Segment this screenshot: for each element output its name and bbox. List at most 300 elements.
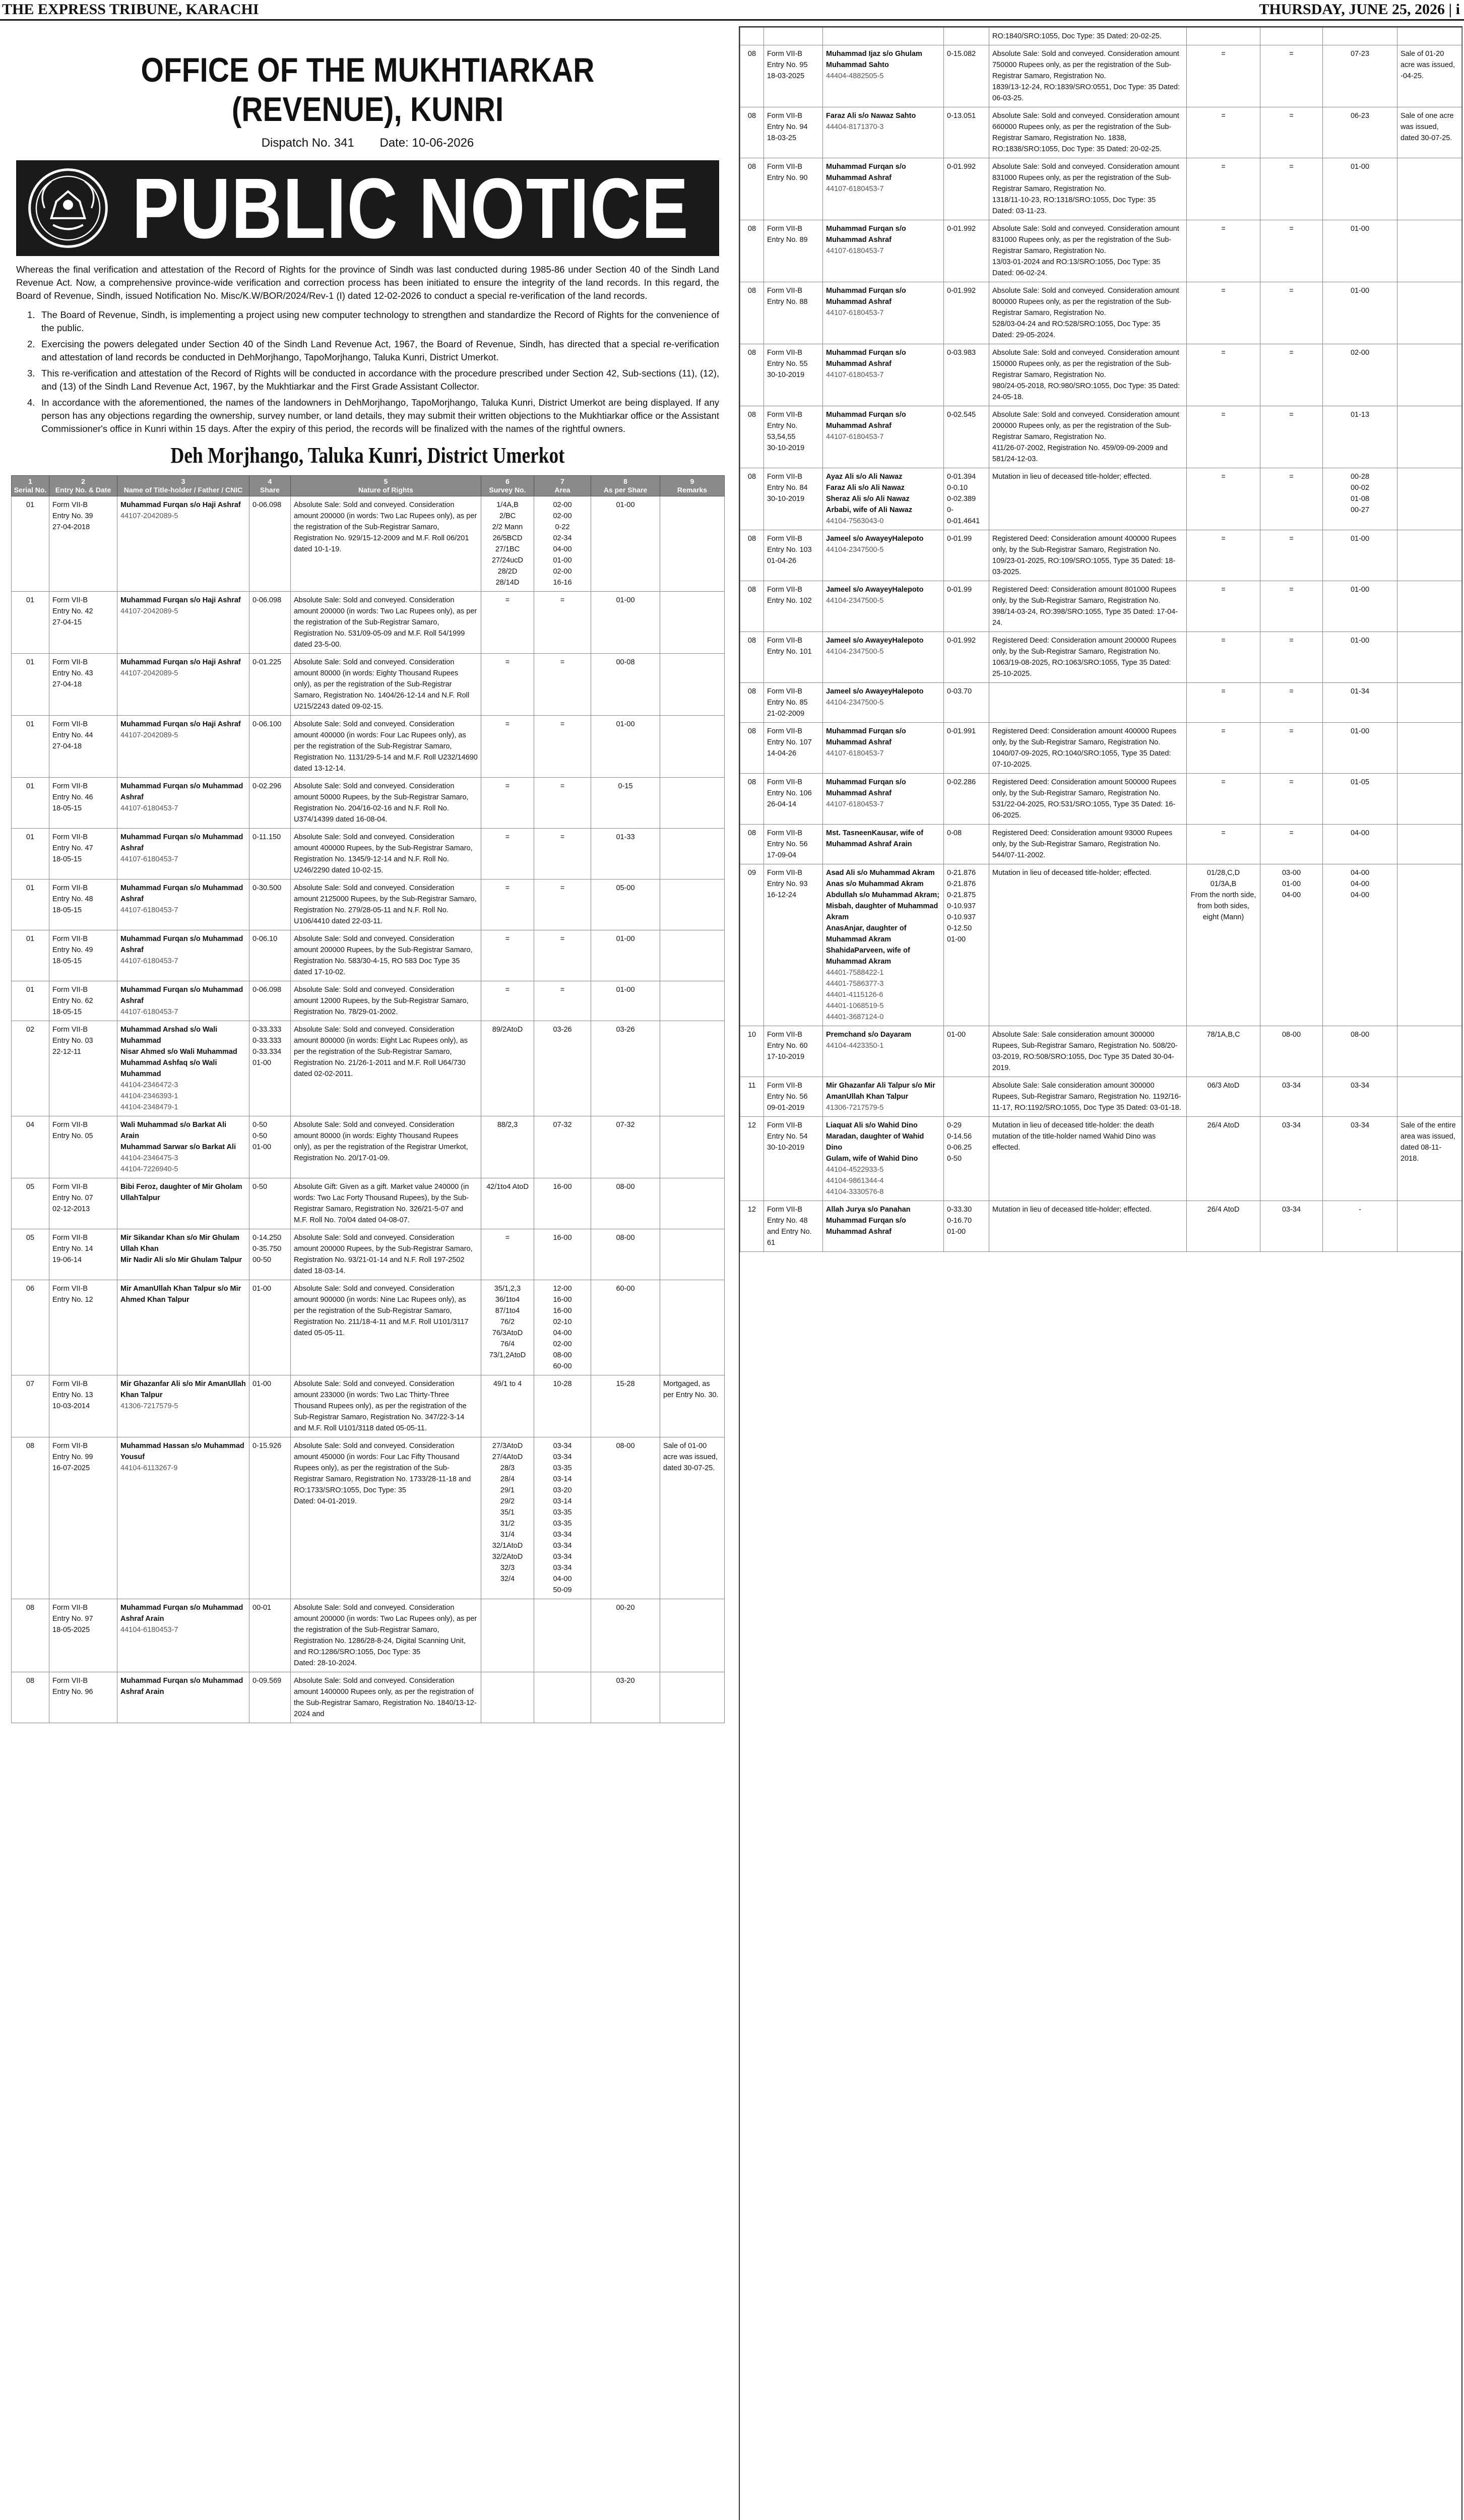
column-number: 3 xyxy=(181,477,185,485)
as-per-share-cell: 0-15 xyxy=(591,778,660,829)
holder-cnic: 44104-6180453-7 xyxy=(120,1626,178,1634)
survey-cell: = xyxy=(1187,220,1260,282)
rights-cell: Mutation in lieu of deceased title-holder; effected. xyxy=(989,468,1187,530)
as-per-share-cell: 08-00 xyxy=(1323,1026,1397,1077)
title-holder-cell xyxy=(117,778,249,829)
rights-cell: Mutation in lieu of deceased title-holder: the death mutation of the title-holder named Wahid Dino was effected. xyxy=(989,1117,1187,1201)
as-per-share-cell: 00-28 00-02 01-08 00-27 xyxy=(1323,468,1397,530)
entry-cell: Form VII-B Entry No. 97 18-05-2025 xyxy=(49,1599,117,1672)
survey-cell: = xyxy=(1187,158,1260,220)
area-cell: 02-00 02-00 0-22 02-34 04-00 01-00 02-00 16-16 xyxy=(534,496,591,592)
table-row xyxy=(740,344,1462,406)
serial-no-cell: 08 xyxy=(740,683,764,723)
title-holder-cell xyxy=(823,774,944,825)
serial-no-cell: 12 xyxy=(740,1201,764,1252)
notice-points xyxy=(16,308,719,435)
notice-point xyxy=(16,367,719,393)
remarks-cell xyxy=(1397,683,1462,723)
serial-no-cell: 05 xyxy=(12,1229,49,1280)
entry-cell: Form VII-B Entry No. 60 17-10-2019 xyxy=(764,1026,823,1077)
rights-cell xyxy=(989,683,1187,723)
column-label: Name of Title-holder / Father / CNIC xyxy=(123,486,243,494)
table-row xyxy=(12,654,725,716)
survey-cell: 42/1to4 AtoD xyxy=(481,1178,534,1229)
holder-name: Mir Sikandar Khan s/o Mir Ghulam Ullah Khan Mir Nadir Ali s/o Mir Ghulam Talpur xyxy=(120,1234,242,1264)
holder-name: Muhammad Furqan s/o Muhammad Ashraf xyxy=(120,935,243,954)
holder-name: Muhammad Furqan s/o Muhammad Ashraf xyxy=(120,782,243,801)
survey-cell: = xyxy=(1187,683,1260,723)
remarks-cell xyxy=(660,778,725,829)
remarks-cell xyxy=(1397,632,1462,683)
remarks-cell: Sale of 01-20 acre was issued, -04-25. xyxy=(1397,45,1462,107)
point-text: Exercising the powers delegated under Section 40 of the Sindh Land Revenue Act, 1967, the Board of Revenue, Sindh, has directed that a special re-verification and attestation of land records be conducted in DehMorjhango, TapoMorjhango, Taluka Kunri, District Umerkot. xyxy=(41,339,719,362)
share-cell: 0-50 xyxy=(249,1178,291,1229)
area-cell: = xyxy=(534,778,591,829)
title-holder-cell xyxy=(117,716,249,778)
serial-no-cell: 01 xyxy=(12,496,49,592)
survey-cell: = xyxy=(1187,774,1260,825)
remarks-cell xyxy=(660,930,725,981)
holder-name: Jameel s/o AwayeyHalepoto xyxy=(826,637,924,645)
as-per-share-cell: 02-00 xyxy=(1323,344,1397,406)
survey-cell: 89/2AtoD xyxy=(481,1021,534,1116)
holder-cnic: 44107-6180453-7 xyxy=(120,906,178,914)
entry-cell: Form VII-B Entry No. 107 14-04-26 xyxy=(764,723,823,774)
remarks-cell xyxy=(1397,1201,1462,1252)
entry-cell: Form VII-B Entry No. 53,54,55 30-10-2019 xyxy=(764,406,823,468)
survey-cell: 88/2,3 xyxy=(481,1116,534,1178)
holder-name: Muhammad Furqan s/o Haji Ashraf xyxy=(120,596,241,604)
serial-no-cell: 08 xyxy=(740,107,764,158)
entry-cell: Form VII-B Entry No. 93 16-12-24 xyxy=(764,864,823,1026)
rights-cell: Absolute Sale: Sold and conveyed. Consideration amount 80000 (in words: Eighty Thousand Rupees only), as per the registration of the Registrar Umerkot, Registration No. 20/17-01-09. xyxy=(291,1116,481,1178)
share-cell: 0-14.250 0-35.750 00-50 xyxy=(249,1229,291,1280)
table-row xyxy=(740,45,1462,107)
table-row xyxy=(12,1599,725,1672)
holder-name: Ayaz Ali s/o Ali Nawaz Faraz Ali s/o Ali Nawaz Sheraz Ali s/o Ali Nawaz Arbabi, wife of Ali Nawaz xyxy=(826,473,913,514)
notice-point xyxy=(16,396,719,435)
share-cell: 0-03.70 xyxy=(944,683,989,723)
entry-cell: Form VII-B Entry No. 54 30-10-2019 xyxy=(764,1117,823,1201)
as-per-share-cell: 01-13 xyxy=(1323,406,1397,468)
table-row xyxy=(12,496,725,592)
title-holder-cell xyxy=(117,1021,249,1116)
as-per-share-cell: 01-00 xyxy=(591,930,660,981)
title-holder-cell xyxy=(823,344,944,406)
government-emblem-icon xyxy=(25,166,111,250)
survey-cell: = xyxy=(481,829,534,879)
title-holder-cell xyxy=(117,879,249,930)
rights-cell: Absolute Sale: Sold and conveyed. Consideration amount 50000 Rupees, by the Sub-Registrar Samaro, Registration No. 204/16-02-16 and N.F. Roll No. U374/14399 dated 16-08-04. xyxy=(291,778,481,829)
holder-name: Muhammad Hassan s/o Muhammad Yousuf xyxy=(120,1442,244,1461)
share-cell: 0-02.545 xyxy=(944,406,989,468)
table-row xyxy=(740,825,1462,864)
as-per-share-cell: 00-20 xyxy=(591,1599,660,1672)
survey-cell: = xyxy=(481,716,534,778)
remarks-cell xyxy=(660,879,725,930)
remarks-cell xyxy=(1397,1077,1462,1117)
rights-cell: Absolute Sale: Sold and conveyed. Consideration amount 400000 (in words: Four Lac Rupees only), as per the registration of the Sub-Registrar Samaro, Registration No. 1131/29-5-14 and M.F. Roll U232/14690 dated 13-12-14. xyxy=(291,716,481,778)
remarks-cell xyxy=(1397,774,1462,825)
title-holder-cell xyxy=(823,468,944,530)
rights-cell: Absolute Sale: Sold and conveyed. Consideration amount 200000 Rupees only, as per the registration of the Sub-Registrar Samaro, Registration No. 411/26-07-2002, Registration No. 459/09-09-2009 and 581/24-12-03. xyxy=(989,406,1187,468)
survey-cell: = xyxy=(1187,406,1260,468)
share-cell: 0-06.098 xyxy=(249,496,291,592)
survey-cell: = xyxy=(1187,723,1260,774)
entry-cell: Form VII-B Entry No. 14 19-06-14 xyxy=(49,1229,117,1280)
table-row xyxy=(12,716,725,778)
remarks-cell xyxy=(1397,406,1462,468)
notice-left-column xyxy=(11,26,724,2520)
share-cell: 0-01.991 xyxy=(944,723,989,774)
column-number: 1 xyxy=(28,477,32,485)
entry-cell: Form VII-B Entry No. 85 21-02-2009 xyxy=(764,683,823,723)
holder-cnic: 44107-2042089-5 xyxy=(120,607,178,615)
holder-cnic: 44107-6180453-7 xyxy=(826,185,884,193)
holder-name: Muhammad Furqan s/o Muhammad Ashraf xyxy=(120,986,243,1005)
share-cell: 0-03.983 xyxy=(944,344,989,406)
point-text: The Board of Revenue, Sindh, is implementing a project using new computer technology to strengthen and standardize the Record of Rights for the convenience of the public. xyxy=(41,309,719,333)
share-cell: 0-01.225 xyxy=(249,654,291,716)
table-row xyxy=(12,1229,725,1280)
holder-cnic: 44401-7588422-1 44401-7586377-3 44401-4115126-6 44401-1068519-5 44401-3687124-0 xyxy=(826,969,884,1021)
area-cell: = xyxy=(1260,825,1323,864)
table-row xyxy=(740,1117,1462,1201)
holder-cnic: 44104-7563043-0 xyxy=(826,517,884,525)
holder-name: Asad Ali s/o Muhammad Akram Anas s/o Muhammad Akram Abdullah s/o Muhammad Akram; Misbah, daughter of Muhammad Akram AnasAnjar, daughter of Muhammad Akram ShahidaParveen, wife of Muhammad Akram xyxy=(826,869,940,966)
area-cell: 03-00 01-00 04-00 xyxy=(1260,864,1323,1026)
holder-name: Premchand s/o Dayaram xyxy=(826,1031,912,1039)
column-number: 7 xyxy=(560,477,564,485)
area-cell: = xyxy=(1260,774,1323,825)
area-cell: = xyxy=(1260,632,1323,683)
serial-no-cell: 01 xyxy=(12,716,49,778)
survey-cell: = xyxy=(481,592,534,654)
table-row xyxy=(12,1021,725,1116)
notice-point xyxy=(16,308,719,335)
rights-cell: Absolute Sale: Sale consideration amount 300000 Rupees, Sub-Registrar Samaro, Registration No. 1192/16-11-17, RO:1192/SRO:1055, Doc Type 35 Dated: 03-01-18. xyxy=(989,1077,1187,1117)
title-holder-cell xyxy=(823,282,944,344)
holder-name: Bibi Feroz, daughter of Mir Gholam UllahTalpur xyxy=(120,1183,242,1202)
title-holder-cell xyxy=(823,864,944,1026)
as-per-share-cell: 01-00 xyxy=(1323,723,1397,774)
remarks-cell xyxy=(660,981,725,1021)
remarks-cell: Sale of the entire area was issued, dated 08-11-2018. xyxy=(1397,1117,1462,1201)
remarks-cell xyxy=(660,716,725,778)
rights-cell: Absolute Sale: Sold and conveyed. Consideration amount 800000 (in words: Eight Lac Rupees only), as per the registration of the Sub-Registrar Samaro, Registration No. 21/26-1-2011 and M.F. Roll U64/730 dated 02-02-2011. xyxy=(291,1021,481,1116)
entry-cell: Form VII-B Entry No. 94 18-03-25 xyxy=(764,107,823,158)
serial-no-cell: 08 xyxy=(740,45,764,107)
title-holder-cell xyxy=(117,1437,249,1599)
as-per-share-cell: 01-33 xyxy=(591,829,660,879)
table-row xyxy=(740,581,1462,632)
column-label: Nature of Rights xyxy=(358,486,413,494)
remarks-cell xyxy=(1397,220,1462,282)
area-cell: = xyxy=(534,981,591,1021)
survey-cell: = xyxy=(481,879,534,930)
title-holder-cell xyxy=(823,683,944,723)
column-number: 6 xyxy=(505,477,510,485)
serial-no-cell: 04 xyxy=(12,1116,49,1178)
title-holder-cell xyxy=(117,1375,249,1437)
holder-cnic: 44107-6180453-7 xyxy=(826,433,884,441)
column-header xyxy=(481,476,534,496)
entry-cell: Form VII-B Entry No. 106 26-04-14 xyxy=(764,774,823,825)
table-row xyxy=(12,829,725,879)
serial-no-cell: 08 xyxy=(740,723,764,774)
entry-cell: Form VII-B Entry No. 39 27-04-2018 xyxy=(49,496,117,592)
entry-cell: Form VII-B Entry No. 43 27-04-18 xyxy=(49,654,117,716)
column-header xyxy=(249,476,291,496)
column-number: 8 xyxy=(623,477,627,485)
remarks-cell xyxy=(660,1178,725,1229)
rights-cell: Absolute Sale: Sold and conveyed. Consideration amount 12000 Rupees, by the Sub-Registrar Samaro, Registration No. 78/29-01-2002. xyxy=(291,981,481,1021)
holder-cnic: 44107-2042089-5 xyxy=(120,512,178,520)
share-cell: 0-08 xyxy=(944,825,989,864)
remarks-cell: Sale of one acre was issued, dated 30-07-25. xyxy=(1397,107,1462,158)
title-holder-cell xyxy=(823,158,944,220)
column-label: As per Share xyxy=(603,486,648,494)
area-cell: = xyxy=(1260,158,1323,220)
entry-cell: Form VII-B Entry No. 56 09-01-2019 xyxy=(764,1077,823,1117)
table-row xyxy=(740,530,1462,581)
title-holder-cell xyxy=(117,930,249,981)
holder-cnic: 44104-4522933-5 44104-9861344-4 44104-3330576-8 xyxy=(826,1166,884,1196)
survey-cell: 27/3AtoD 27/4AtoD 28/3 28/4 29/1 29/2 35/1 31/2 31/4 32/1AtoD 32/2AtoD 32/3 32/4 xyxy=(481,1437,534,1599)
share-cell: 0-13.051 xyxy=(944,107,989,158)
survey-cell xyxy=(481,1599,534,1672)
holder-name: Muhammad Furqan s/o Muhammad Ashraf Arain xyxy=(120,1604,243,1623)
holder-name: Muhammad Furqan s/o Muhammad Ashraf xyxy=(826,225,906,244)
holder-name: Muhammad Furqan s/o Muhammad Ashraf xyxy=(826,287,906,306)
serial-no-cell: 08 xyxy=(740,774,764,825)
area-cell: = xyxy=(1260,45,1323,107)
title-holder-cell xyxy=(117,1178,249,1229)
remarks-cell xyxy=(660,1672,725,1723)
rights-cell: Registered Deed: Consideration amount 200000 Rupees only, by the Sub-Registrar Samaro, Registration No. 1063/19-08-2025, RO:1063/SRO:1055, Type 35 Dated: 25-10-2025. xyxy=(989,632,1187,683)
rights-cell: Absolute Sale: Sold and conveyed. Consideration amount 200000 (in words: Two Lac Rupees only), as per the registration of the Sub-Registrar Samaro, Registration No. 929/15-12-2009 and M.F. Roll 06/201 dated 10-1-19. xyxy=(291,496,481,592)
area-cell: = xyxy=(1260,581,1323,632)
column-number: 5 xyxy=(384,477,388,485)
table-row xyxy=(740,406,1462,468)
entry-cell: Form VII-B Entry No. 89 xyxy=(764,220,823,282)
serial-no-cell: 08 xyxy=(740,468,764,530)
rights-cell: Registered Deed: Consideration amount 400000 Rupees only, by the Sub-Registrar Samaro, Registration No. 1040/07-09-2025, RO:1040/SRO:1055, Type 35 Dated: 07-10-2025. xyxy=(989,723,1187,774)
area-cell: 03-34 xyxy=(1260,1201,1323,1252)
serial-no-cell: 08 xyxy=(740,632,764,683)
holder-name: Muhammad Furqan s/o Muhammad Ashraf xyxy=(120,884,243,903)
entry-cell: Form VII-B Entry No. 90 xyxy=(764,158,823,220)
column-label: Area xyxy=(554,486,570,494)
entry-cell: Form VII-B Entry No. 95 18-03-2025 xyxy=(764,45,823,107)
share-cell: 0-01.394 0-0.10 0-02.389 0- 0-01.4641 xyxy=(944,468,989,530)
as-per-share-cell: 07-23 xyxy=(1323,45,1397,107)
column-header xyxy=(117,476,249,496)
holder-cnic: 44104-2346475-3 44104-7226940-5 xyxy=(120,1154,178,1173)
holder-name: Mir Ghazanfar Ali Talpur s/o Mir AmanUllah Khan Talpur xyxy=(826,1082,935,1101)
survey-cell: = xyxy=(1187,468,1260,530)
serial-no-cell: 02 xyxy=(12,1021,49,1116)
as-per-share-cell: 60-00 xyxy=(591,1280,660,1375)
rights-cell: Registered Deed: Consideration amount 93000 Rupees only, by the Sub-Registrar Samaro, Registration No. 544/07-11-2002. xyxy=(989,825,1187,864)
rights-cell: Mutation in lieu of deceased title-holder; effected. xyxy=(989,1201,1187,1252)
dispatch-line xyxy=(11,136,724,150)
share-cell: 0-09.569 xyxy=(249,1672,291,1723)
share-cell: 0-15.926 xyxy=(249,1437,291,1599)
share-cell: 0-02.286 xyxy=(944,774,989,825)
survey-cell: 01/28,C,D 01/3A,B From the north side, from both sides, eight (Mann) xyxy=(1187,864,1260,1026)
serial-no-cell: 07 xyxy=(12,1375,49,1437)
as-per-share-cell: 08-00 xyxy=(591,1229,660,1280)
point-text: This re-verification and attestation of the Record of Rights will be conducted in accordance with the procedure prescribed under Section 42, Sub-sections (11), (12), and (13) of the Sindh Land Revenue Act, 1967, by the Mukhtiarkar and the First Grade Assistant Collector. xyxy=(41,368,719,392)
area-cell: = xyxy=(534,654,591,716)
title-holder-cell xyxy=(117,654,249,716)
survey-cell: = xyxy=(1187,632,1260,683)
remarks-cell xyxy=(660,592,725,654)
title-holder-cell xyxy=(823,632,944,683)
area-cell: = xyxy=(1260,723,1323,774)
serial-no-cell: 12 xyxy=(740,1117,764,1201)
serial-no-cell: 05 xyxy=(12,1178,49,1229)
holder-name: Muhammad Furqan s/o Muhammad Ashraf xyxy=(826,778,906,797)
holder-cnic: 44107-6180453-7 xyxy=(826,800,884,808)
rights-cell: Absolute Sale: Sold and conveyed. Consideration amount 233000 (in words: Two Lac Thirty-Three Thousand Rupees only), as per the registration of the Sub-Registrar Samaro, Registration No. 347/22-3-14 and M.F. Roll U101/3118 dated 05-05-11. xyxy=(291,1375,481,1437)
column-number: 9 xyxy=(690,477,694,485)
holder-name: Muhammad Ijaz s/o Ghulam Muhammad Sahto xyxy=(826,50,922,69)
area-cell: = xyxy=(1260,282,1323,344)
remarks-cell xyxy=(1397,723,1462,774)
rights-cell: Absolute Sale: Sold and conveyed. Consideration amount 2125000 Rupees, by the Sub-Registrar Samaro, Registration No. 279/28-05-11 and N.F. Roll No. U106/4410 dated 22-03-11. xyxy=(291,879,481,930)
holder-cnic: 44107-6180453-7 xyxy=(120,855,178,863)
as-per-share-cell: - xyxy=(1323,1201,1397,1252)
records-table-right xyxy=(740,27,1462,1252)
entry-cell: Form VII-B Entry No. 84 30-10-2019 xyxy=(764,468,823,530)
survey-cell: = xyxy=(1187,45,1260,107)
records-table-left xyxy=(11,475,725,1723)
point-number: 4. xyxy=(27,397,35,408)
entry-cell: Form VII-B Entry No. 46 18-05-15 xyxy=(49,778,117,829)
remarks-cell xyxy=(1397,1026,1462,1077)
area-cell: = xyxy=(1260,107,1323,158)
holder-cnic: 44104-6113267-9 xyxy=(120,1464,178,1472)
table-row xyxy=(12,981,725,1021)
survey-cell xyxy=(481,1672,534,1723)
rights-cell: Registered Deed: Consideration amount 801000 Rupees only, by the Sub-Registrar Samaro, Registration No. 398/14-03-24, RO:398/SRO:1055, Type 35 Dated: 17-04-24. xyxy=(989,581,1187,632)
table-row xyxy=(740,158,1462,220)
share-cell: 0-33.30 0-16.70 01-00 xyxy=(944,1201,989,1252)
entry-cell: Form VII-B Entry No. 101 xyxy=(764,632,823,683)
entry-cell: Form VII-B Entry No. 48 18-05-15 xyxy=(49,879,117,930)
as-per-share-cell: 00-08 xyxy=(591,654,660,716)
as-per-share-cell: 01-00 xyxy=(1323,632,1397,683)
area-cell: = xyxy=(534,592,591,654)
share-cell: 01-00 xyxy=(249,1375,291,1437)
holder-name: Muhammad Furqan s/o Muhammad Ashraf Arain xyxy=(120,1677,243,1696)
entry-cell: Form VII-B Entry No. 56 17-09-04 xyxy=(764,825,823,864)
remarks-cell xyxy=(660,496,725,592)
survey-cell: = xyxy=(1187,282,1260,344)
rights-cell: Absolute Gift: Given as a gift. Market value 240000 (in words: Two Lac Forty Thousand Rupees), by the Sub-Registrar Samaro, Registration No. 326/21-5-07 and M.F. Roll No. 70/04 dated 04-08-07. xyxy=(291,1178,481,1229)
remarks-cell xyxy=(660,654,725,716)
area-cell: = xyxy=(534,879,591,930)
entry-cell: Form VII-B Entry No. 99 16-07-2025 xyxy=(49,1437,117,1599)
column-label: Share xyxy=(260,486,280,494)
share-cell: 0-15.082 xyxy=(944,45,989,107)
as-per-share-cell: 01-00 xyxy=(1323,282,1397,344)
table-row xyxy=(740,683,1462,723)
survey-cell: 26/4 AtoD xyxy=(1187,1117,1260,1201)
survey-cell: = xyxy=(1187,530,1260,581)
rights-cell: Absolute Sale: Sale consideration amount 300000 Rupees, Sub-Registrar Samaro, Registration No. 508/20-03-2019, RO:508/SRO:1055, Doc Type 35 Dated 30-04-2019. xyxy=(989,1026,1187,1077)
title-holder-cell xyxy=(823,45,944,107)
as-per-share-cell: 03-34 xyxy=(1323,1117,1397,1201)
share-cell: 0-30.500 xyxy=(249,879,291,930)
holder-cnic: 44107-6180453-7 xyxy=(826,371,884,379)
dispatch-date: Date: 10-06-2026 xyxy=(379,136,474,150)
remarks-cell xyxy=(660,1116,725,1178)
remarks-cell: Mortgaged, as per Entry No. 30. xyxy=(660,1375,725,1437)
holder-cnic: 41306-7217579-5 xyxy=(826,1104,884,1112)
table-row xyxy=(12,1280,725,1375)
remarks-cell xyxy=(660,1229,725,1280)
serial-no-cell: 01 xyxy=(12,829,49,879)
survey-cell: = xyxy=(1187,344,1260,406)
area-cell xyxy=(534,1672,591,1723)
entry-cell: Form VII-B Entry No. 55 30-10-2019 xyxy=(764,344,823,406)
area-cell: = xyxy=(1260,220,1323,282)
serial-no-cell: 08 xyxy=(12,1672,49,1723)
holder-cnic: 44107-6180453-7 xyxy=(120,804,178,812)
holder-name: Muhammad Arshad s/o Wali Muhammad Nisar Ahmed s/o Wali Muhammad Muhammad Ashfaq s/o Wali Muhammad xyxy=(120,1026,237,1078)
serial-no-cell: 08 xyxy=(740,581,764,632)
title-holder-cell xyxy=(117,1116,249,1178)
serial-no-cell: 08 xyxy=(740,825,764,864)
as-per-share-cell: 01-00 xyxy=(1323,530,1397,581)
holder-name: Jameel s/o AwayeyHalepoto xyxy=(826,535,924,543)
entry-cell: Form VII-B Entry No. 44 27-04-18 xyxy=(49,716,117,778)
holder-name: Mir AmanUllah Khan Talpur s/o Mir Ahmed Khan Talpur xyxy=(120,1285,241,1304)
serial-no-cell: 01 xyxy=(12,930,49,981)
holder-cnic: 44107-6180453-7 xyxy=(826,749,884,758)
serial-no-cell: 01 xyxy=(12,592,49,654)
as-per-share-cell: 01-34 xyxy=(1323,683,1397,723)
holder-cnic: 44104-2347500-5 xyxy=(826,648,884,656)
holder-cnic: 44104-2347500-5 xyxy=(826,546,884,554)
holder-cnic: 44104-2346472-3 44104-2346393-1 44104-2348479-1 xyxy=(120,1081,178,1111)
share-cell: 0-33.333 0-33.333 0-33.334 01-00 xyxy=(249,1021,291,1116)
as-per-share-cell: 01-00 xyxy=(591,981,660,1021)
continued-row xyxy=(740,28,1462,45)
entry-cell: Form VII-B Entry No. 03 22-12-11 xyxy=(49,1021,117,1116)
remarks-cell xyxy=(1397,282,1462,344)
holder-cnic: 44404-4882505-5 xyxy=(826,72,884,80)
remarks-cell xyxy=(1397,468,1462,530)
table-row xyxy=(12,1375,725,1437)
holder-cnic: 44104-4423350-1 xyxy=(826,1042,884,1050)
table-row xyxy=(12,778,725,829)
survey-cell: 35/1,2,3 36/1to4 87/1to4 76/2 76/3AtoD 76/4 73/1,2AtoD xyxy=(481,1280,534,1375)
table-row xyxy=(12,1672,725,1723)
as-per-share-cell: 03-34 xyxy=(1323,1077,1397,1117)
as-per-share-cell: 01-00 xyxy=(591,716,660,778)
table-row xyxy=(740,774,1462,825)
area-cell: 12-00 16-00 16-00 02-10 04-00 02-00 08-00 60-00 xyxy=(534,1280,591,1375)
holder-cnic: 44107-2042089-5 xyxy=(120,731,178,739)
holder-cnic: 44104-2347500-5 xyxy=(826,597,884,605)
share-cell xyxy=(944,1077,989,1117)
column-header xyxy=(660,476,725,496)
as-per-share-cell: 06-23 xyxy=(1323,107,1397,158)
